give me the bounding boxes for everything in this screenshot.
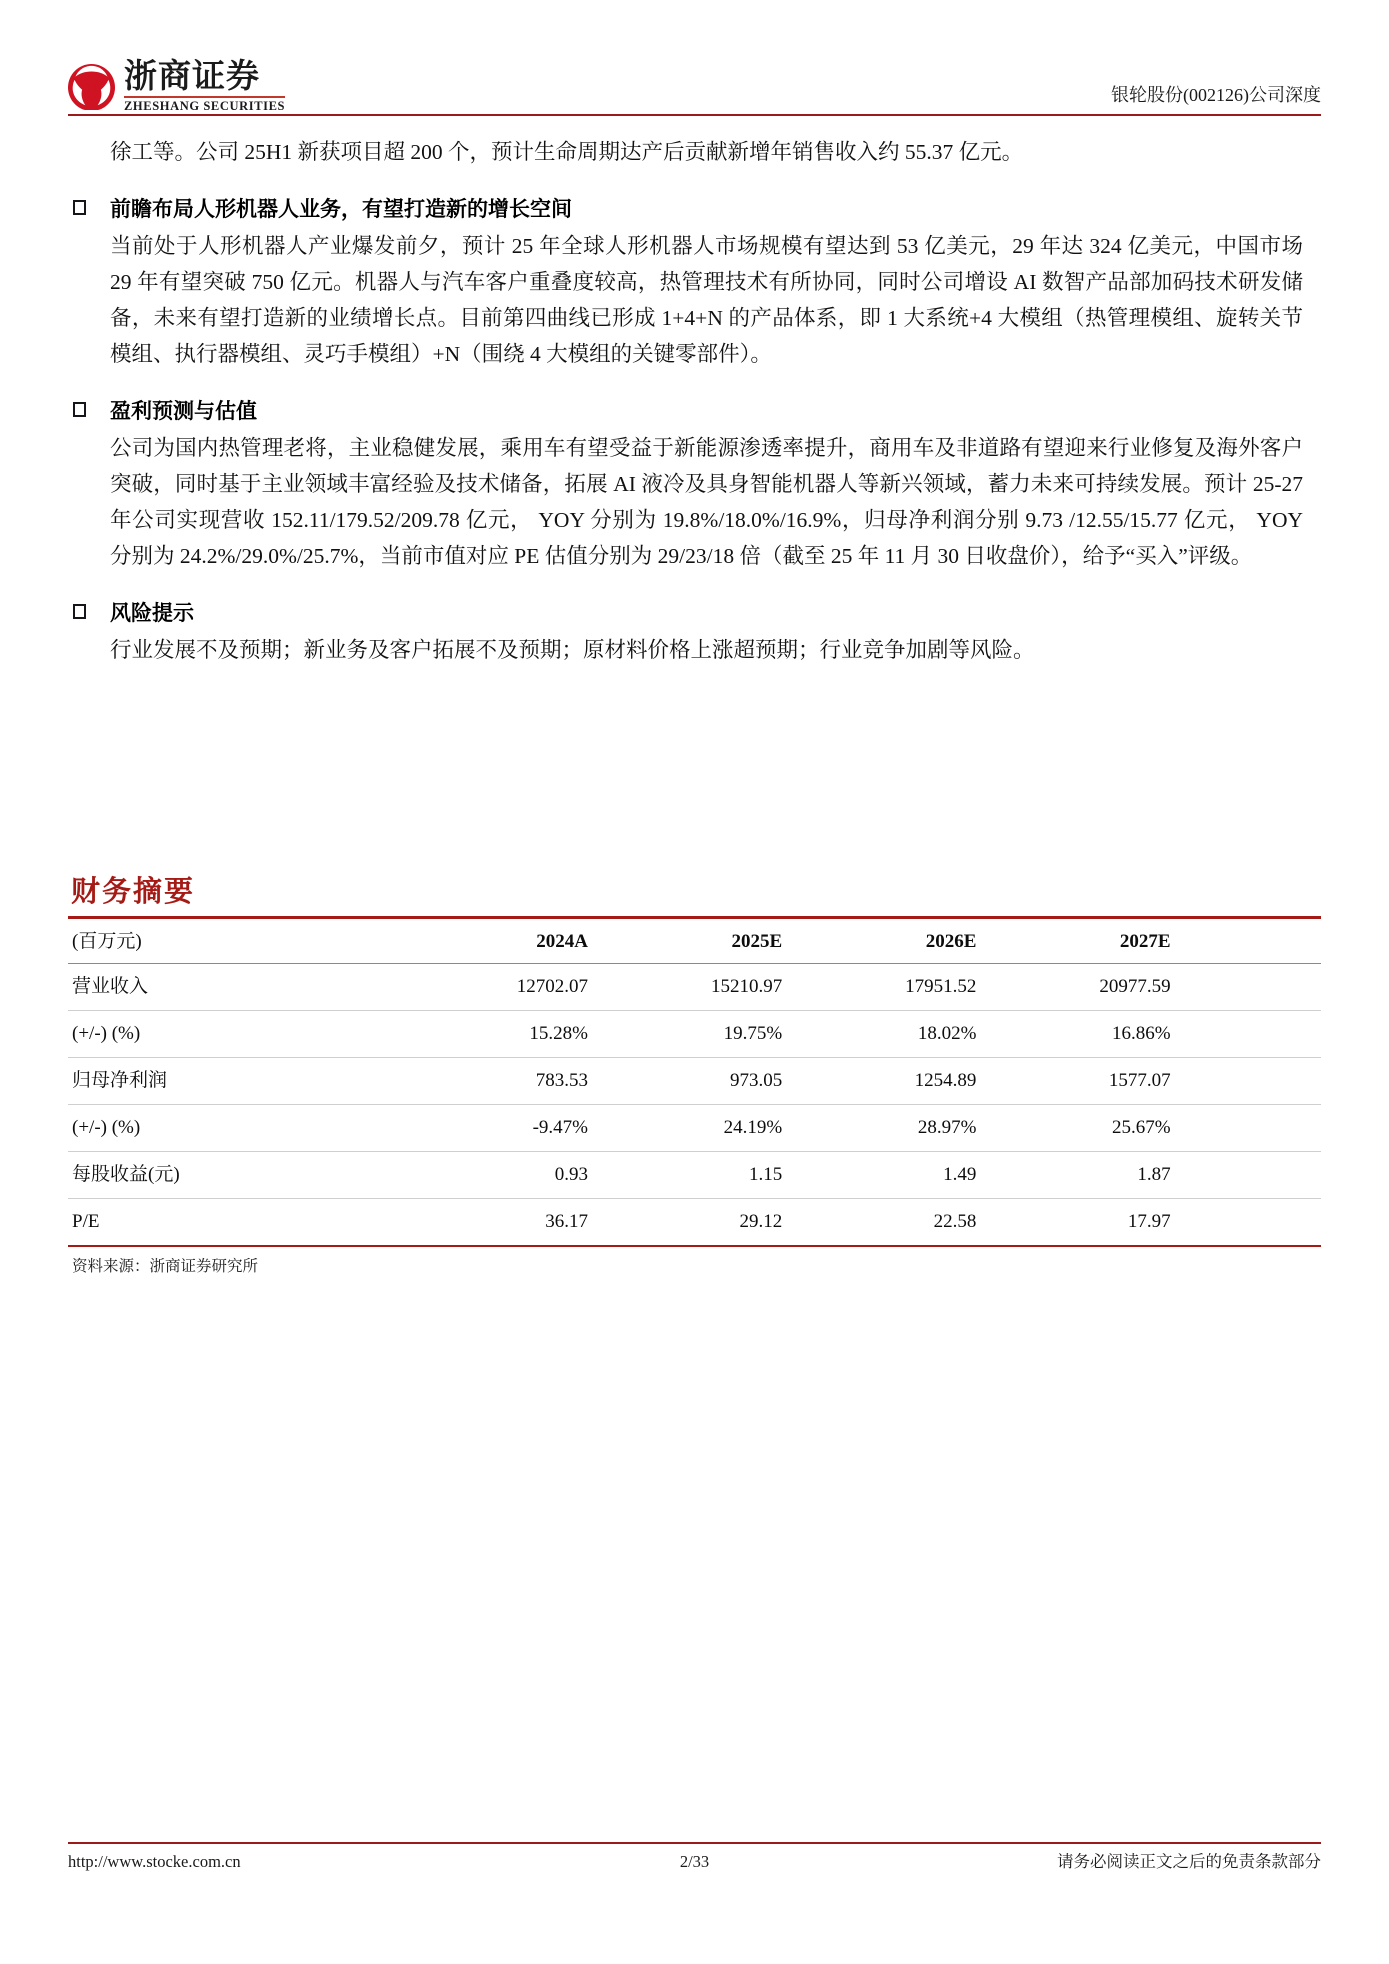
column-header-unit: (百万元) [68, 919, 394, 964]
table-row [68, 1010, 1321, 1057]
cell-spacer [1171, 1104, 1321, 1151]
table-row [68, 1151, 1321, 1198]
cell-value: 16.86% [976, 1010, 1170, 1057]
cell-value: 1.15 [588, 1151, 782, 1198]
cell-value: 25.67% [976, 1104, 1170, 1151]
row-label: 营业收入 [68, 963, 394, 1010]
cell-value: 18.02% [782, 1010, 976, 1057]
cell-value: 1254.89 [782, 1057, 976, 1104]
cell-value: 1.87 [976, 1151, 1170, 1198]
table-row [68, 1104, 1321, 1151]
cell-value: 1577.07 [976, 1057, 1170, 1104]
section-paragraph-robotics: 当前处于人形机器人产业爆发前夕，预计 25 年全球人形机器人市场规模有望达到 53 亿美元，29 年达 324 亿美元，中国市场 29 年有望突破 750 亿元。机器人与汽车客户重叠度较高，热管理技术有所协同，同时公司增设 AI 数智产品部加码技术研发储备，未来有望打造新的业绩增长点。目前第四曲线已形成 1+4+N 的产品体系，即 1 大系统+4 大模组（热管理模组、旋转关节模组、执行器模组、灵巧手模组）+N（围绕 4 大模组的关键零部件）。 [110, 234, 1303, 366]
footer-divider [68, 1842, 1321, 1844]
cell-value: 15210.97 [588, 963, 782, 1010]
cell-value: 36.17 [394, 1198, 588, 1246]
intro-paragraph: 徐工等。公司 25H1 新获项目超 200 个，预计生命周期达产后贡献新增年销售收入约 55.37 亿元。 [110, 140, 1024, 164]
table-row [68, 1198, 1321, 1246]
cell-spacer [1171, 1057, 1321, 1104]
row-label: (+/-) (%) [68, 1104, 394, 1151]
table-row [68, 1057, 1321, 1104]
cell-value: 29.12 [588, 1198, 782, 1246]
company-logo [68, 48, 285, 116]
section-heading-robotics [68, 192, 1321, 226]
cell-value: 28.97% [782, 1104, 976, 1151]
bullet-square-icon [73, 200, 86, 215]
column-header-spacer [1171, 919, 1321, 964]
section-heading-risk-label: 风险提示 [110, 601, 194, 625]
financial-summary-table [68, 919, 1321, 1247]
cell-value: -9.47% [394, 1104, 588, 1151]
bullet-square-icon [73, 402, 86, 417]
section-heading-robotics-label: 前瞻布局人形机器人业务，有望打造新的增长空间 [110, 197, 572, 221]
cell-value: 12702.07 [394, 963, 588, 1010]
cell-spacer [1171, 1010, 1321, 1057]
cell-value: 17.97 [976, 1198, 1170, 1246]
bullet-square-icon [73, 604, 86, 619]
financial-summary-title: 财务摘要 [71, 874, 196, 908]
table-row [68, 963, 1321, 1010]
cell-spacer [1171, 1198, 1321, 1246]
footer-url[interactable]: http://www.stocke.com.cn [68, 1852, 241, 1871]
document-body [68, 130, 1321, 668]
cell-value: 0.93 [394, 1151, 588, 1198]
column-header-2027e: 2027E [976, 919, 1170, 964]
header-document-label: 银轮股份(002126)公司深度 [1111, 85, 1321, 105]
cell-value: 22.58 [782, 1198, 976, 1246]
financial-summary-source: 资料来源：浙商证券研究所 [72, 1257, 259, 1275]
logo-divider [124, 96, 285, 98]
page-header [68, 48, 1321, 116]
cell-value: 24.19% [588, 1104, 782, 1151]
footer-page-number: 2/33 [679, 1852, 710, 1871]
cell-spacer [1171, 963, 1321, 1010]
section-heading-risk [68, 596, 1321, 630]
cell-value: 973.05 [588, 1057, 782, 1104]
row-label: 归母净利润 [68, 1057, 394, 1104]
zheshang-emblem-icon [68, 63, 115, 110]
cell-value: 20977.59 [976, 963, 1170, 1010]
header-divider [68, 114, 1321, 116]
column-header-2024a: 2024A [394, 919, 588, 964]
cell-value: 17951.52 [782, 963, 976, 1010]
cell-value: 19.75% [588, 1010, 782, 1057]
column-header-2026e: 2026E [782, 919, 976, 964]
logo-wordmark [124, 58, 285, 113]
logo-chinese-name: 浙商证券 [124, 56, 260, 95]
cell-spacer [1171, 1151, 1321, 1198]
footer-disclaimer: 请务必阅读正文之后的免责条款部分 [1057, 1852, 1321, 1871]
page-footer [68, 1850, 1321, 1874]
cell-value: 783.53 [394, 1057, 588, 1104]
cell-value: 15.28% [394, 1010, 588, 1057]
section-heading-valuation [68, 394, 1321, 428]
column-header-2025e: 2025E [588, 919, 782, 964]
row-label: 每股收益(元) [68, 1151, 394, 1198]
row-label: (+/-) (%) [68, 1010, 394, 1057]
section-paragraph-risk: 行业发展不及预期；新业务及客户拓展不及预期；原材料价格上涨超预期；行业竞争加剧等风险。 [110, 638, 1035, 662]
section-paragraph-valuation: 公司为国内热管理老将，主业稳健发展，乘用车有望受益于新能源渗透率提升，商用车及非道路有望迎来行业修复及海外客户突破，同时基于主业领域丰富经验及技术储备，拓展 AI 液冷及具身智能机器人等新兴领域，蓄力未来可持续发展。预计 25-27 年公司实现营收 152.11/179.52/209.78 亿元， YOY 分别为 19.8%/18.0%/16.9%，归母净利润分别 9.73 /12.55/15.77 亿元， YOY 分别为 24.2%/29.0%/25.7%，当前市值对应 PE 估值分别为 29/23/18 倍（截至 25 年 11 月 30 日收盘价），给予“买入”评级。 [110, 436, 1303, 568]
table-header-row [68, 919, 1321, 964]
cell-value: 1.49 [782, 1151, 976, 1198]
section-heading-valuation-label: 盈利预测与估值 [110, 399, 257, 423]
logo-english-name: ZHESHANG SECURITIES [124, 99, 286, 113]
row-label: P/E [68, 1198, 394, 1246]
financial-summary-section [68, 872, 1321, 1278]
